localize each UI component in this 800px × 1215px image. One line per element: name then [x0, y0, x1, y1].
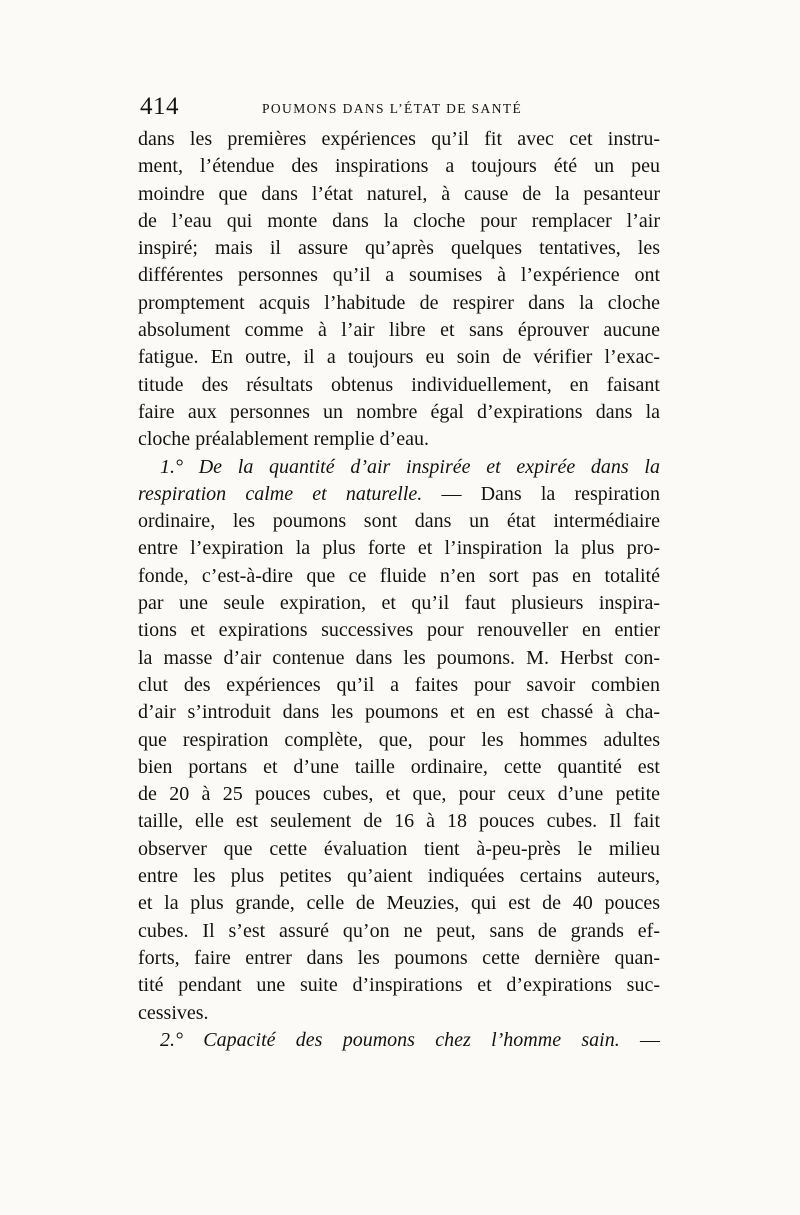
- text-line: [138, 945, 660, 972]
- line-text: absolument comme à l’air libre et sans éprouver aucune: [138, 319, 660, 342]
- line-text: fonde, c’est-à-dire que ce fluide n’en sort pas en totalité: [138, 564, 660, 587]
- section-heading-text: 2.° Capacité des poumons chez l’homme sain.: [160, 1028, 620, 1051]
- text-line: [138, 672, 660, 699]
- line-text: — Dans la respiration: [422, 482, 660, 505]
- text-line: [138, 372, 660, 399]
- line-text: faire aux personnes un nombre égal d’expirations dans la: [138, 400, 660, 423]
- text-line: [138, 262, 660, 289]
- section-heading-line: [138, 481, 660, 508]
- text-line: [138, 208, 660, 235]
- text-line: [138, 399, 660, 426]
- line-text: moindre que dans l’état naturel, à cause de la pesanteur: [138, 182, 660, 205]
- text-line: [138, 317, 660, 344]
- running-head: POUMONS DANS L’ÉTAT DE SANTÉ: [262, 101, 523, 116]
- line-text: tions et expirations successives pour renouveller en entier: [138, 619, 660, 642]
- text-line: [138, 699, 660, 726]
- text-line: [138, 781, 660, 808]
- text-line: [138, 153, 660, 180]
- text-line: [138, 863, 660, 890]
- line-text: titude des résultats obtenus individuellement, en faisant: [138, 373, 660, 396]
- line-text: inspiré; mais il assure qu’après quelques tentatives, les: [138, 237, 660, 260]
- text-line: [138, 918, 660, 945]
- text-line: [138, 344, 660, 371]
- line-text: que respiration complète, que, pour les hommes adultes: [138, 728, 660, 751]
- line-text: et la plus grande, celle de Meuzies, qui est de 40 pouces: [138, 892, 660, 915]
- text-line: [138, 126, 660, 153]
- line-text: dans les premières expériences qu’il fit avec cet instru-: [138, 128, 660, 150]
- body-text: [138, 126, 660, 1054]
- line-text: cloche préalablement remplie d’eau.: [138, 428, 429, 451]
- section-heading-text: respiration calme et naturelle.: [138, 482, 423, 505]
- paragraph-end-line: [138, 426, 660, 453]
- text-line: [138, 836, 660, 863]
- line-text: observer que cette évaluation tient à-peu-près le milieu: [138, 837, 660, 860]
- section-heading-line: [138, 1027, 660, 1054]
- section-heading-text: 1.° De la quantité d’air inspirée et expirée dans la: [160, 455, 660, 478]
- text-line: [138, 590, 660, 617]
- line-text: fatigue. En outre, il a toujours eu soin de vérifier l’exac-: [138, 346, 660, 369]
- line-text: d’air s’introduit dans les poumons et en est chassé à cha-: [138, 701, 660, 724]
- text-line: [138, 890, 660, 917]
- text-line: [138, 563, 660, 590]
- line-text: entre les plus petites qu’aient indiquées certains auteurs,: [138, 865, 660, 888]
- line-text: forts, faire entrer dans les poumons cette dernière quan-: [138, 946, 660, 969]
- line-text: bien portans et d’une taille ordinaire, cette quantité est: [138, 755, 660, 778]
- line-text: cubes. Il s’est assuré qu’on ne peut, sans de grands ef-: [138, 919, 660, 942]
- page-number: 414: [140, 93, 179, 120]
- text-line: [138, 617, 660, 644]
- line-text: de 20 à 25 pouces cubes, et que, pour ceux d’une petite: [138, 783, 660, 806]
- text-line: [138, 508, 660, 535]
- page-header: [140, 92, 660, 124]
- line-text: tité pendant une suite d’inspirations et d’expirations suc-: [138, 974, 660, 997]
- line-text: ordinaire, les poumons sont dans un état intermédiaire: [138, 510, 660, 533]
- section-heading-line: [138, 454, 660, 481]
- line-text: taille, elle est seulement de 16 à 18 pouces cubes. Il fait: [138, 810, 660, 833]
- line-text: promptement acquis l’habitude de respirer dans la cloche: [138, 291, 660, 314]
- line-text: la masse d’air contenue dans les poumons. M. Herbst con-: [138, 646, 660, 669]
- line-text: —: [619, 1028, 661, 1051]
- line-text: clut des expériences qu’il a faites pour savoir combien: [138, 673, 660, 696]
- text-line: [138, 535, 660, 562]
- line-text: par une seule expiration, et qu’il faut plusieurs inspira-: [138, 592, 660, 615]
- text-line: [138, 754, 660, 781]
- text-line: [138, 972, 660, 999]
- text-line: [138, 645, 660, 672]
- line-text: de l’eau qui monte dans la cloche pour remplacer l’air: [138, 209, 660, 232]
- text-line: [138, 181, 660, 208]
- line-text: cessives.: [138, 1001, 209, 1024]
- text-line: [138, 235, 660, 262]
- paragraph-end-line: [138, 1000, 660, 1027]
- text-line: [138, 290, 660, 317]
- text-line: [138, 727, 660, 754]
- line-text: entre l’expiration la plus forte et l’inspiration la plus pro-: [138, 537, 660, 560]
- line-text: différentes personnes qu’il a soumises à l’expérience ont: [138, 264, 660, 287]
- text-line: [138, 808, 660, 835]
- line-text: ment, l’étendue des inspirations a toujours été un peu: [138, 155, 660, 178]
